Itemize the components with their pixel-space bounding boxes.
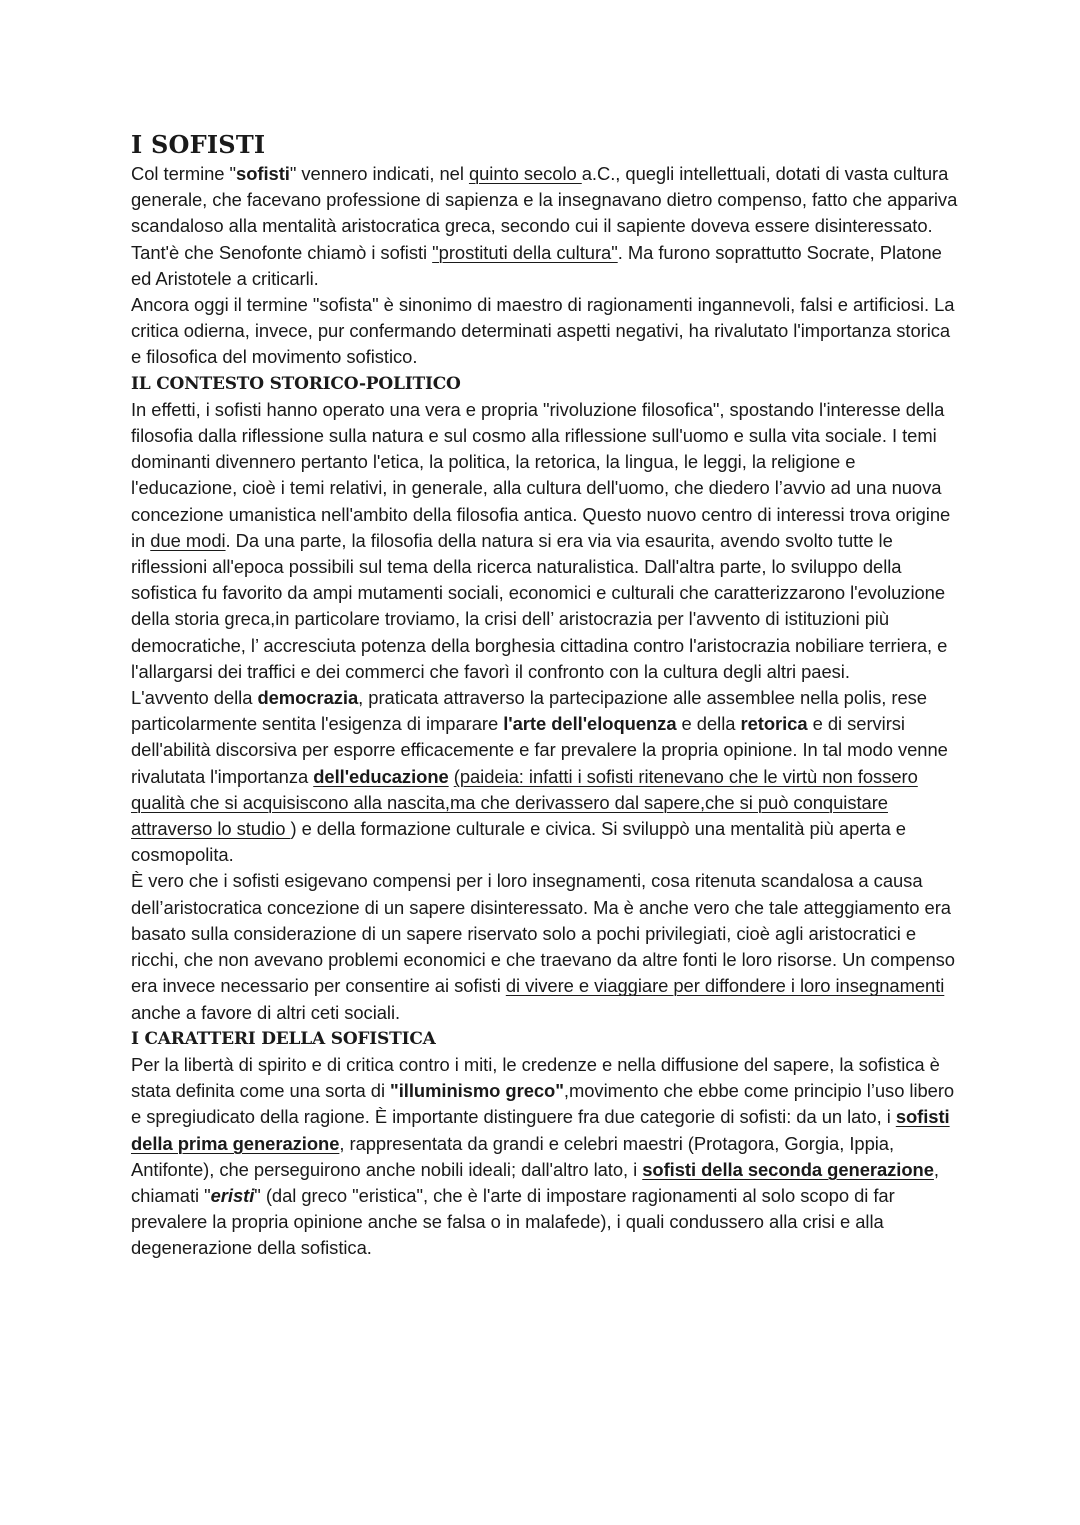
section-heading-caratteri: I CARATTERI DELLA SOFISTICA	[131, 1028, 436, 1049]
text-run: In effetti, i sofisti hanno operato una vera e propria "rivoluzione filosofica", spostando l'interesse della filosofia dalla riflessione sulla natura e sul cosmo alla riflessione sull'uomo e sulla vita sociale. I temi dominanti divennero pertanto l'etica, la politica, la retorica, la lingua, le leggi, la religione e l'educazione, cioè i temi relativi, in generale, alla cultura dell'uomo, che diedero l’avvio ad una nuova concezione umanistica nell'ambito della filosofia antica. Questo nuovo centro di interessi trova origine in	[131, 398, 951, 551]
text-run: , chiamati "	[131, 1158, 939, 1206]
text-run: " vennero indicati, nel	[289, 163, 469, 184]
emphasis-text: sofisti	[236, 163, 290, 184]
text-run: , rappresentata da grandi e celebri maestri (Protagora, Gorgia, Ippia, Antifonte), che perseguirono anche nobili ideali; dall'altro lato, i	[131, 1132, 895, 1180]
text-run: e della	[676, 713, 741, 735]
paragraph-rivoluzione	[131, 397, 961, 685]
paragraph-democrazia	[131, 685, 961, 868]
text-run: anche a favore di altri ceti sociali.	[131, 1001, 401, 1023]
text-run: . Da una parte, la filosofia della natura si era via via esaurita, avendo svolto tutte le riflessioni all'epoca possibili sul tema della ricerca naturalistica. Dall'altra parte, lo sviluppo della sofistica fu favorito da ampi mutamenti sociali, economici e culturali che caratterizzarono l'evoluzione della storia greca,in particolare troviamo, la crisi dell’ aristocrazia per l'avvento di istituzioni più democratiche, l’ accresciuta potenza della borghesia cittadina contro l'aristocrazia nobiliare terriera, e l'allargarsi dei traffici e dei commerci che favorì il confronto con la cultura degli altri paesi.	[131, 529, 948, 682]
underlined-text: di vivere e viaggiare per diffondere i loro insegnamenti	[505, 975, 945, 997]
text-run: Per la libertà di spirito e di critica contro i miti, le credenze e nella diffusione del sapere, la sofistica è stata definita come una sorta di	[131, 1053, 940, 1102]
text-run: Ancora oggi il termine "sofista" è sinonimo di maestro di ragionamenti ingannevoli, falsi e artificiosi. La critica odierna, invece, pur confermando determinati aspetti negativi, ha rivalutato l'importanza storica e filosofica del movimento sofistico.	[131, 294, 955, 368]
paragraph-compensi	[131, 868, 961, 1025]
paragraph-illuminismo	[131, 1052, 961, 1262]
emphasis-text: eristi	[210, 1184, 255, 1206]
text-run: ) e della formazione culturale e civica. Si sviluppò una mentalità più aperta e cosmopolita.	[131, 818, 906, 866]
underlined-text: due modi	[150, 529, 226, 551]
text-run: a.C., quegli intellettuali, dotati di vasta cultura generale, che facevano professione di sapienza e la insegnavano dietro compenso, fatto che appariva scandaloso alla mentalità aristocratica greca, secondo cui il sapiente doveva essere disinteressato. Tant'è che Senofonte chiamò i sofisti	[131, 163, 958, 263]
emphasis-text: l'arte dell'eloquenza	[503, 713, 677, 735]
underlined-text: quinto secolo	[468, 163, 582, 184]
text-run: . Ma furono soprattutto Socrate, Platone ed Aristotele a criticarli.	[131, 241, 942, 289]
paragraph-intro	[131, 161, 961, 292]
page-title: I SOFISTI	[131, 130, 266, 159]
text-run: " (dal greco "eristica", che è l'arte di impostare ragionamenti al solo scopo di far prevalere la propria opinione anche se falsa o in malafede), i quali condussero alla crisi e alla degenerazione della sofistica.	[131, 1184, 895, 1259]
text-run: ,movimento che ebbe come principio l’uso libero e spregiudicato della ragione. È importante distinguere fra due categorie di sofisti: da un lato, i	[131, 1080, 955, 1128]
paragraph-sofista-meaning	[131, 292, 961, 371]
text-run: L'avvento della	[131, 687, 258, 709]
emphasis-text: sofisti della seconda generazione	[642, 1158, 934, 1180]
text-run: È vero che i sofisti esigevano compensi per i loro insegnamenti, cosa ritenuta scandalosa a causa dell’aristocratica concezione di un sapere disinteressato. Ma è anche vero che tale atteggiamento era basato sulla considerazione di un sapere riservato solo a pochi privilegiati, cioè agli aristocratici e ricchi, che non avevano problemi economici e che traevano da altre fonti le loro risorse. Un compenso era invece necessario per consentire ai sofisti	[131, 870, 955, 997]
emphasis-text: democrazia	[257, 687, 359, 709]
emphasis-text: "illuminismo greco"	[390, 1080, 564, 1102]
text-run: e di servirsi dell'abilità discorsiva per esporre efficacemente e far prevalere la propria opinione. In tal modo venne rivalutata l'importanza	[131, 713, 948, 787]
text-run: , praticata attraverso la partecipazione alle assemblee nella polis, rese particolarmente sentita l'esigenza di imparare	[131, 687, 927, 735]
emphasis-text: retorica	[740, 713, 808, 735]
underlined-text: (paideia: infatti i sofisti ritenevano che le virtù non fossero qualità che si acquisiscono alla nascita,ma che derivassero dal sapere,che si può conquistare attraverso lo studio	[131, 765, 918, 840]
emphasis-text: dell'educazione	[313, 765, 449, 787]
document-page	[131, 130, 961, 1262]
section-heading-contesto: IL CONTESTO STORICO-POLITICO	[131, 373, 461, 394]
underlined-text: "prostituti della cultura"	[432, 241, 618, 263]
emphasis-text: sofisti della prima generazione	[131, 1106, 950, 1154]
text-run: Col termine "	[131, 163, 237, 184]
